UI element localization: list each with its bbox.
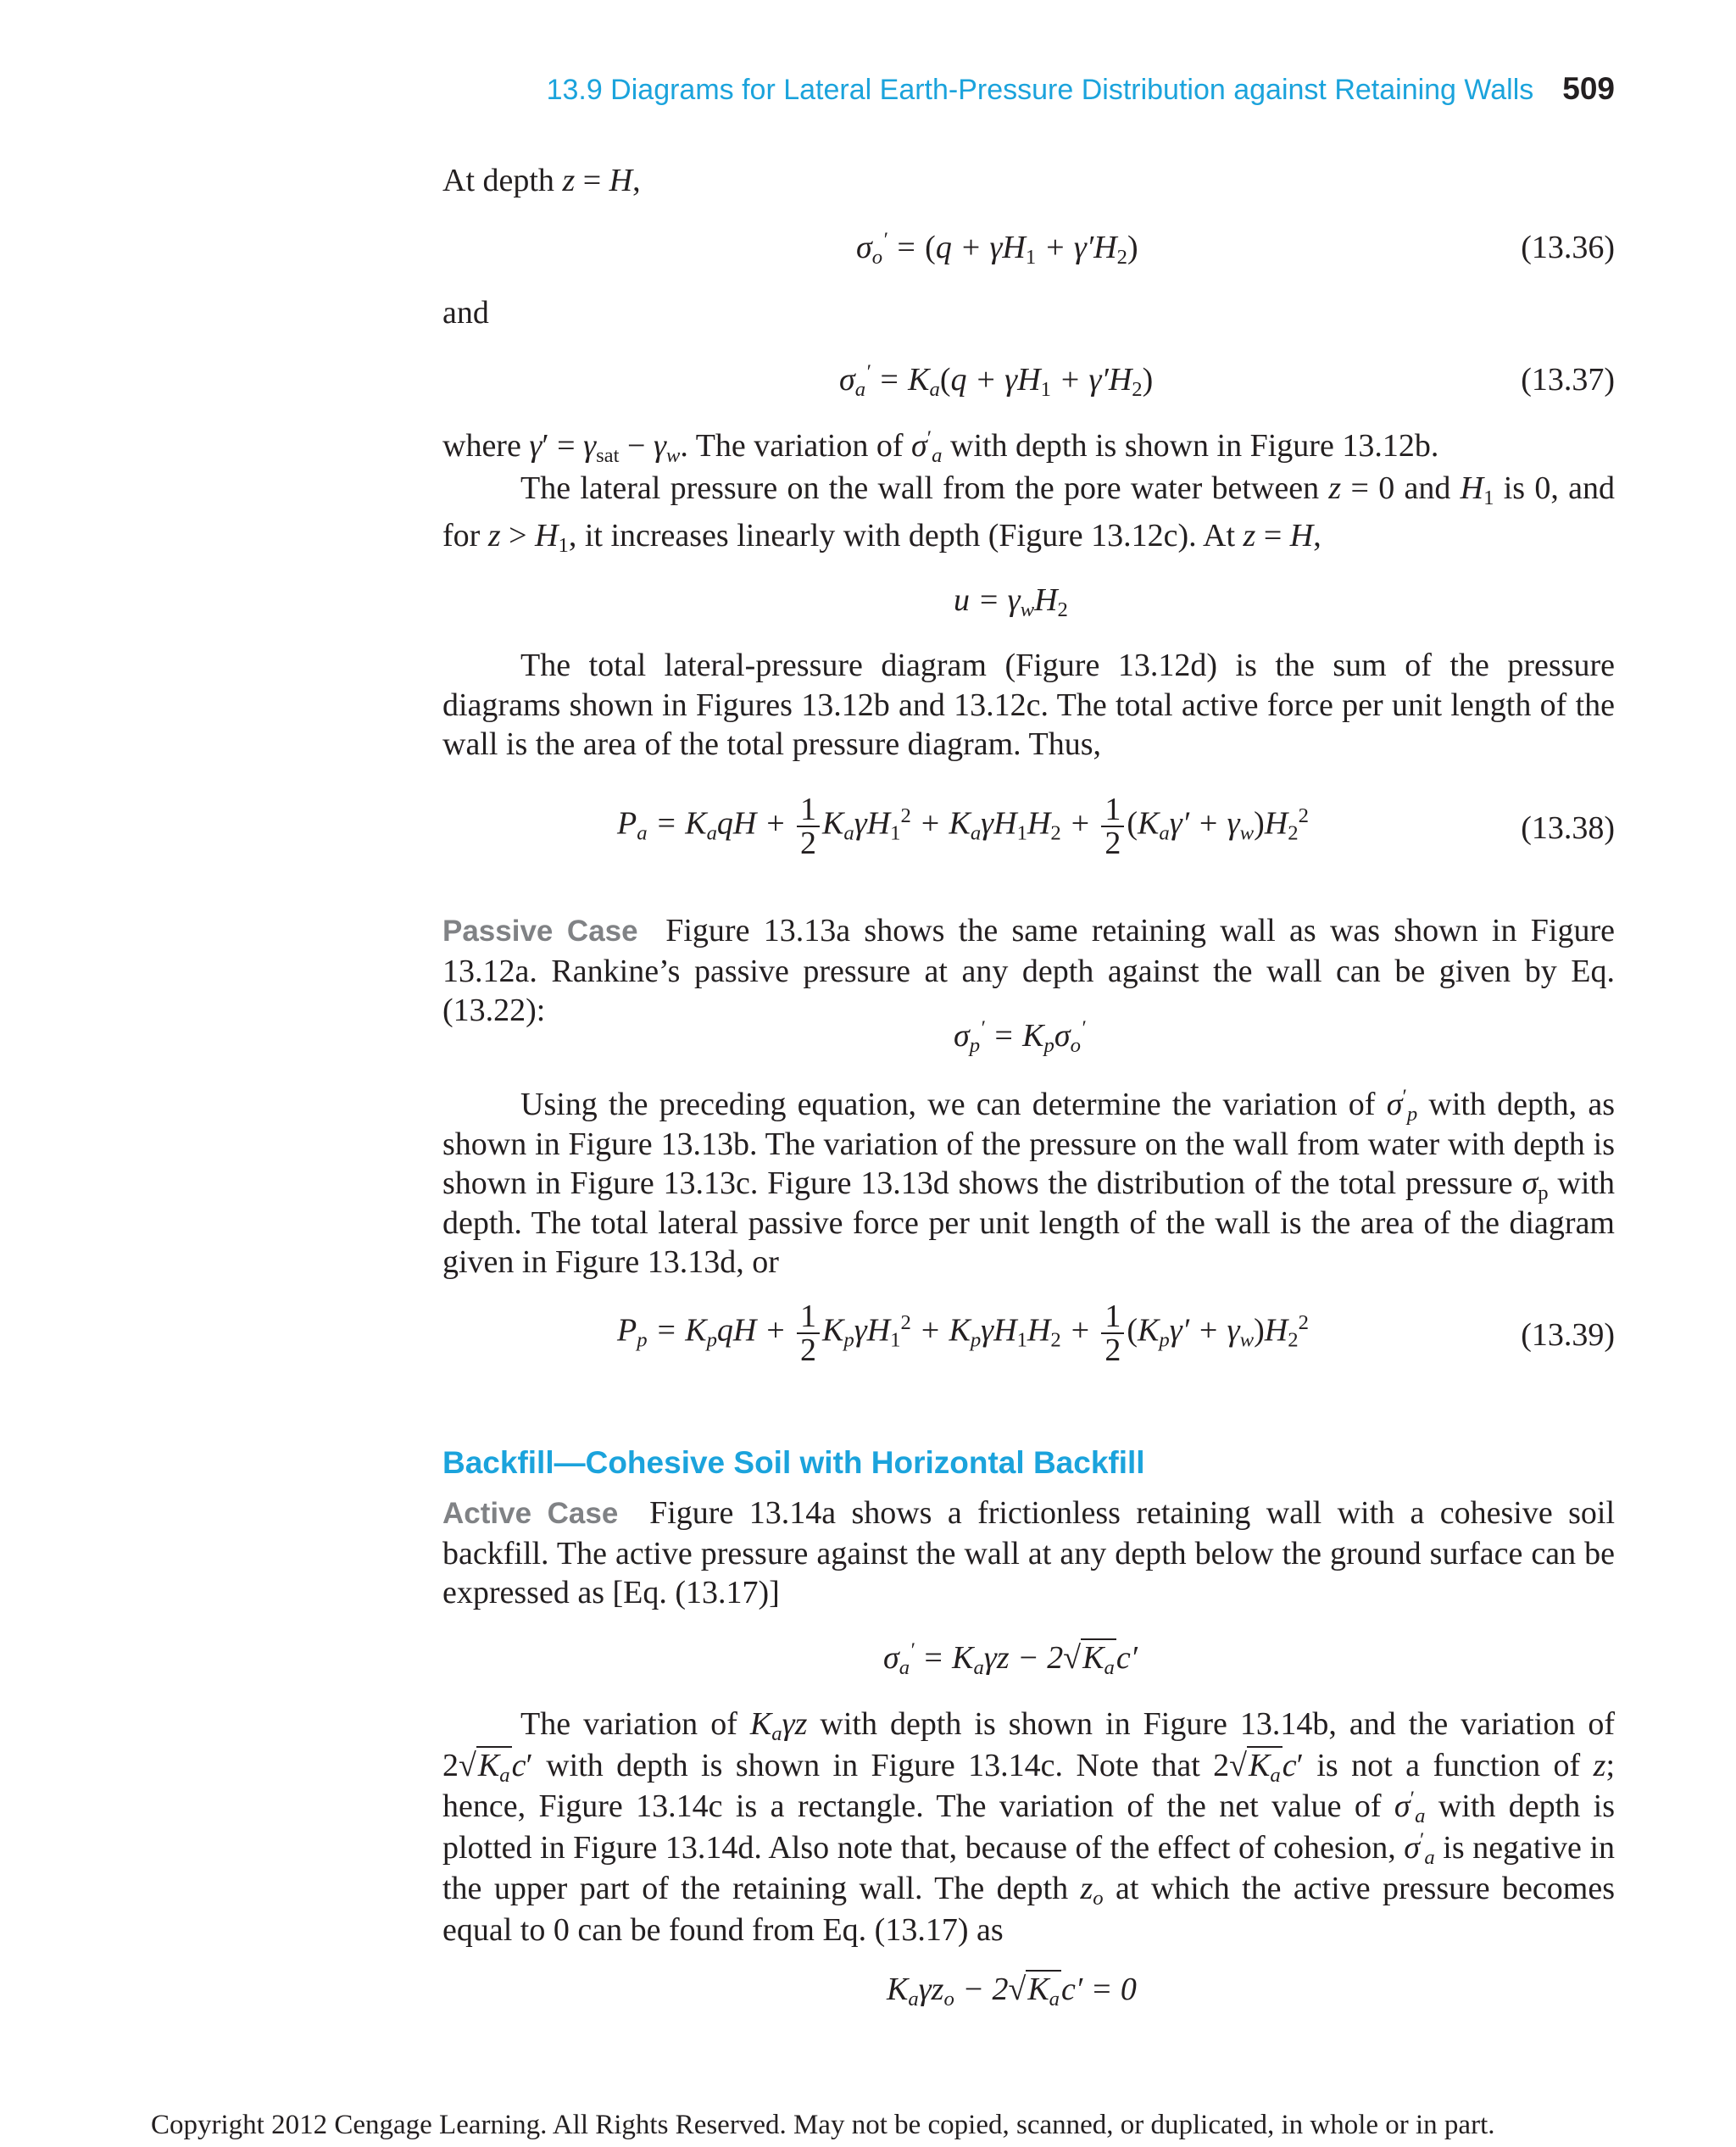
equation-13-37: $\sigma_a' = K_a(q + \gamma H_1 + \gamma'H_2)$ xyxy=(839,360,1154,401)
variation-text: The variation of $K_a\gamma z$ with depth is shown in Figure 13.14b, and the variation of $2√K_ac'$ with depth is shown in Figure 13.14c. Note that $2√K_ac'$ is not a function of z; hence, Figure 13.14c is a rectangle. The variation of the net value of $\sigma'_a$ with depth is plotted in Figure 13.14d. Also note that, because of the effect of cohesion, $\sigma'_a$ is negative in the upper part of the retaining wall. The depth $z_o$ at which the active pressure becomes equal to 0 can be found from Eq. (13.17) as xyxy=(442,1706,1615,1948)
equation-sigma-a-cohesive: $\sigma_a' = K_a\gamma z - 2√K_ac'$ xyxy=(883,1638,1138,1679)
passive-case-text: Figure 13.13a shows the same retaining wall as was shown in Figure 13.12a. Rankine’s passive pressure at any depth against the wall can be given by Eq. (13.22): xyxy=(442,913,1615,1028)
cohesive-section-heading: Backfill—Cohesive Soil with Horizontal Backfill xyxy=(442,1445,1145,1480)
total-diagram-text: The total lateral-pressure diagram (Figure 13.12d) is the sum of the pressure diagrams shown in Figures 13.12b and 13.12c. The total active force per unit length of the wall is the area of the total pressure diagram. Thus, xyxy=(442,648,1615,762)
equation-number-13-37: (13.37) xyxy=(1521,362,1615,398)
preceding-eq-text: Using the preceding equation, we can determine the variation of $\sigma'_p$ with depth, as shown in Figure 13.13b. The variation of the pressure on the wall from water with depth is shown in Figure 13.13c. Figure 13.13d shows the distribution of the total pressure $\sigma_p$ with depth. The total lateral passive force per unit length of the wall is the area of the diagram given in Figure 13.13d, or xyxy=(442,1085,1615,1280)
equation-number-13-38: (13.38) xyxy=(1521,810,1615,846)
where-text: where $\gamma' = \gamma_{sat} - \gamma_w$. The variation of $\sigma'_a$ with depth is shown in Figure 13.12b. xyxy=(442,426,1439,467)
passive-case-heading: Passive Case xyxy=(442,915,638,948)
and-text: and xyxy=(442,295,489,331)
equation-sigma-p: $\sigma_p' = K_p\sigma_o'$ xyxy=(954,1016,1086,1057)
equation-13-38: $P_a = K_aqH$ + $\frac{1}{2}$ $K_a\gamma H_1^2 + K_a\gamma H_1H_2$ + $\frac{1}{2}$ $(K_a\gamma' + \gamma_w)H_2^2$ xyxy=(617,792,1309,861)
equation-13-39: $P_p = K_pqH$ + $\frac{1}{2}$ $K_p\gamma H_1^2 + K_p\gamma H_1H_2$ + $\frac{1}{2}$ $(K_p\gamma' + \gamma_w)H_2^2$ xyxy=(617,1299,1309,1368)
running-header xyxy=(0,71,1615,107)
at-depth-intro: At depth z = H, xyxy=(442,163,641,198)
active-case-heading: Active Case xyxy=(442,1497,619,1530)
section-title: 13.9 Diagrams for Lateral Earth-Pressure Distribution against Retaining Walls xyxy=(546,74,1534,106)
equation-u: $u = \gamma_wH_2$ xyxy=(954,582,1068,621)
passive-case-paragraph xyxy=(442,911,1615,1031)
pore-water-text: The lateral pressure on the wall from the pore water between z = 0 and $H_1$ is 0, and for $z > H_1$, it increases linearly with depth (Figure 13.12c). At z = H, xyxy=(442,470,1616,557)
active-case-paragraph xyxy=(442,1493,1615,1613)
equation-13-36: $\sigma_o' = (q + \gamma H_1 + \gamma'H_2)$ xyxy=(856,228,1138,269)
copyright-footer: Copyright 2012 Cengage Learning. All Rights Reserved. May not be copied, scanned, or duplicated, in whole or in part. xyxy=(151,2110,1495,2140)
equation-number-13-36: (13.36) xyxy=(1521,230,1615,265)
equation-number-13-39: (13.39) xyxy=(1521,1317,1615,1353)
page-number: 509 xyxy=(1562,71,1615,106)
active-case-text: Figure 13.14a shows a frictionless retaining wall with a cohesive soil backfill. The active pressure against the wall at any depth below the ground surface can be expressed as [Eq. (13.17)] xyxy=(442,1495,1615,1610)
equation-zo: $K_a\gamma z_o - 2√K_ac' = 0$ xyxy=(887,1972,1137,2011)
